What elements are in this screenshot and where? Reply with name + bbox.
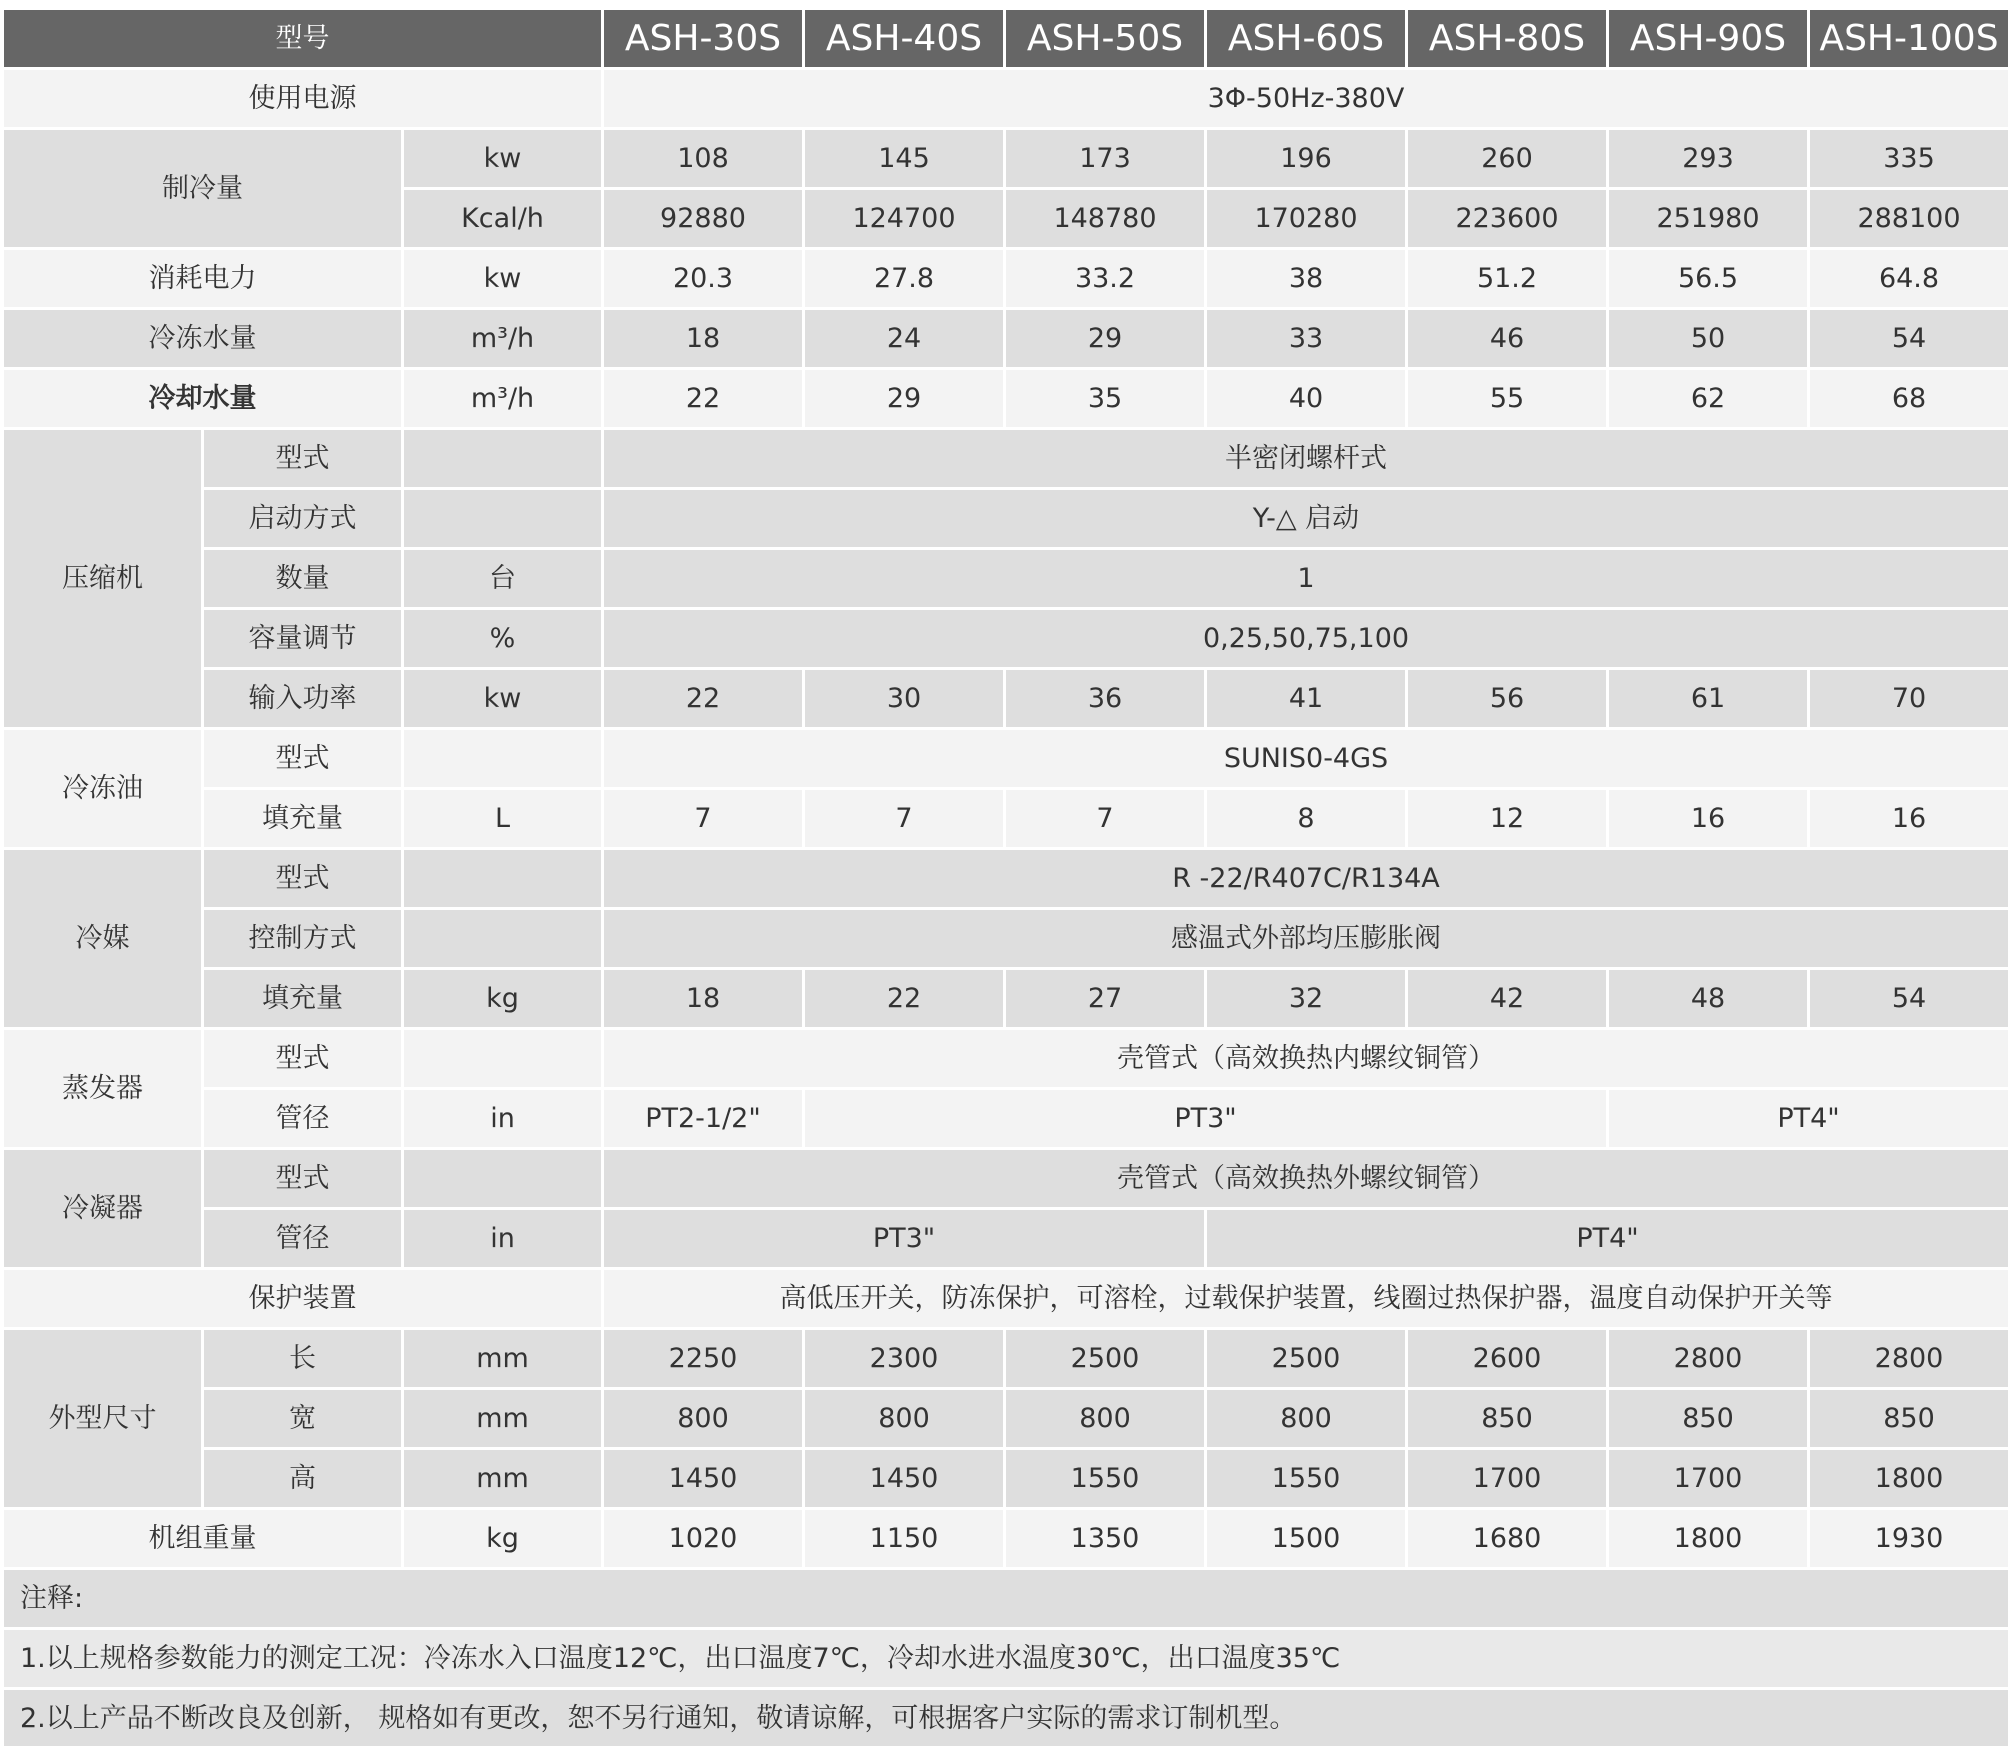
unit-cell: mm (404, 1390, 601, 1447)
value-cell: PT2-1/2" (604, 1090, 802, 1147)
value-cell: 2800 (1810, 1330, 2008, 1387)
spec-table (4, 10, 2013, 1734)
row-label: 型式 (204, 730, 401, 787)
value-cell: 2600 (1408, 1330, 1606, 1387)
value-cell: 800 (805, 1390, 1003, 1447)
value-cell: 20.3 (604, 250, 802, 307)
value-cell: 29 (805, 370, 1003, 427)
value-cell: 1800 (1810, 1450, 2008, 1507)
value-cell: 27.8 (805, 250, 1003, 307)
value-cell: 56 (1408, 670, 1606, 727)
value-cell: 41 (1207, 670, 1405, 727)
compressor-capacity-value: 0,25,50,75,100 (604, 610, 2008, 667)
value-cell: 22 (805, 970, 1003, 1027)
value-cell: 260 (1408, 130, 1606, 187)
unit-cell (404, 430, 601, 487)
unit-cell: % (404, 610, 601, 667)
refrigerant-type-value: R -22/R407C/R134A (604, 850, 2008, 907)
value-cell: 7 (1006, 790, 1204, 847)
value-cell: 22 (604, 670, 802, 727)
unit-cell: L (404, 790, 601, 847)
value-cell: 170280 (1207, 190, 1405, 247)
protection-value: 高低压开关，防冻保护，可溶栓，过载保护装置，线圈过热保护器，温度自动保护开关等 (604, 1270, 2008, 1327)
unit-cell: kw (404, 250, 601, 307)
unit-cell: mm (404, 1330, 601, 1387)
value-cell: 61 (1609, 670, 1807, 727)
oil-type-value: SUNIS0-4GS (604, 730, 2008, 787)
row-label: 数量 (204, 550, 401, 607)
row-label: 输入功率 (204, 670, 401, 727)
value-cell: 1350 (1006, 1510, 1204, 1567)
value-cell: 7 (604, 790, 802, 847)
value-cell: 196 (1207, 130, 1405, 187)
protection-label: 保护装置 (4, 1270, 601, 1327)
value-cell: 850 (1810, 1390, 2008, 1447)
value-cell: 1800 (1609, 1510, 1807, 1567)
value-cell: 32 (1207, 970, 1405, 1027)
row-label: 宽 (204, 1390, 401, 1447)
value-cell: 54 (1810, 310, 2008, 367)
row-label: 填充量 (204, 790, 401, 847)
unit-cell: in (404, 1210, 601, 1267)
evaporator-label: 蒸发器 (4, 1030, 201, 1147)
value-cell: 288100 (1810, 190, 2008, 247)
value-cell: 800 (604, 1390, 802, 1447)
power-supply-label: 使用电源 (4, 70, 601, 127)
value-cell: 70 (1810, 670, 2008, 727)
value-cell: 1550 (1006, 1450, 1204, 1507)
condenser-label: 冷凝器 (4, 1150, 201, 1267)
value-cell: 108 (604, 130, 802, 187)
value-cell: 62 (1609, 370, 1807, 427)
notes-title: 注释: (4, 1570, 2008, 1627)
value-cell: 800 (1207, 1390, 1405, 1447)
row-label: 填充量 (204, 970, 401, 1027)
model-header: ASH-100S (1810, 10, 2008, 67)
value-cell: 46 (1408, 310, 1606, 367)
value-cell: 54 (1810, 970, 2008, 1027)
model-header: ASH-60S (1207, 10, 1405, 67)
value-cell: 68 (1810, 370, 2008, 427)
row-label: 容量调节 (204, 610, 401, 667)
value-cell: 1550 (1207, 1450, 1405, 1507)
value-cell: 173 (1006, 130, 1204, 187)
value-cell: 30 (805, 670, 1003, 727)
unit-cell (404, 1150, 601, 1207)
value-cell: 18 (604, 310, 802, 367)
model-header: ASH-40S (805, 10, 1003, 67)
value-cell: 36 (1006, 670, 1204, 727)
value-cell: 2500 (1006, 1330, 1204, 1387)
row-label: 高 (204, 1450, 401, 1507)
value-cell: 1450 (604, 1450, 802, 1507)
compressor-start-value: Y-△ 启动 (604, 490, 2008, 547)
row-label: 启动方式 (204, 490, 401, 547)
value-cell: 850 (1609, 1390, 1807, 1447)
cooling-water-label: 冷却水量 (4, 370, 401, 427)
value-cell: 12 (1408, 790, 1606, 847)
unit-cell (404, 850, 601, 907)
value-cell: 18 (604, 970, 802, 1027)
unit-cell: kw (404, 130, 601, 187)
model-header: ASH-90S (1609, 10, 1807, 67)
value-cell: 1700 (1609, 1450, 1807, 1507)
value-cell: 148780 (1006, 190, 1204, 247)
unit-cell: m³/h (404, 370, 601, 427)
note-line: 2.以上产品不断改良及创新， 规格如有更改，恕不另行通知，敬请谅解，可根据客户实际的需求订制机型。 (4, 1690, 2008, 1746)
value-cell: 56.5 (1609, 250, 1807, 307)
model-header: ASH-30S (604, 10, 802, 67)
value-cell: 35 (1006, 370, 1204, 427)
value-cell: 42 (1408, 970, 1606, 1027)
power-supply-value: 3Φ-50Hz-380V (604, 70, 2008, 127)
value-cell: 145 (805, 130, 1003, 187)
row-label: 型式 (204, 1030, 401, 1087)
cooling-capacity-label: 制冷量 (4, 130, 401, 247)
row-label: 型式 (204, 1150, 401, 1207)
value-cell: 800 (1006, 1390, 1204, 1447)
compressor-type-value: 半密闭螺杆式 (604, 430, 2008, 487)
power-consumption-label: 消耗电力 (4, 250, 401, 307)
unit-cell (404, 730, 601, 787)
value-cell: PT3" (604, 1210, 1204, 1267)
value-cell: 48 (1609, 970, 1807, 1027)
value-cell: PT4" (1207, 1210, 2008, 1267)
value-cell: 1450 (805, 1450, 1003, 1507)
row-label: 长 (204, 1330, 401, 1387)
oil-label: 冷冻油 (4, 730, 201, 847)
value-cell: 29 (1006, 310, 1204, 367)
model-header: ASH-80S (1408, 10, 1606, 67)
row-label: 型式 (204, 850, 401, 907)
value-cell: 7 (805, 790, 1003, 847)
value-cell: 33 (1207, 310, 1405, 367)
compressor-label: 压缩机 (4, 430, 201, 727)
evaporator-type-value: 壳管式（高效换热内螺纹铜管） (604, 1030, 2008, 1087)
value-cell: 38 (1207, 250, 1405, 307)
value-cell: 27 (1006, 970, 1204, 1027)
value-cell: 251980 (1609, 190, 1807, 247)
value-cell: 55 (1408, 370, 1606, 427)
value-cell: 223600 (1408, 190, 1606, 247)
value-cell: PT3" (805, 1090, 1606, 1147)
value-cell: 24 (805, 310, 1003, 367)
value-cell: 2500 (1207, 1330, 1405, 1387)
chilled-water-label: 冷冻水量 (4, 310, 401, 367)
value-cell: 850 (1408, 1390, 1606, 1447)
unit-cell (404, 910, 601, 967)
value-cell: 2250 (604, 1330, 802, 1387)
row-label: 控制方式 (204, 910, 401, 967)
unit-cell: mm (404, 1450, 601, 1507)
note-line: 1.以上规格参数能力的测定工况：冷冻水入口温度12℃，出口温度7℃，冷却水进水温度30℃，出口温度35℃ (4, 1630, 2008, 1687)
value-cell: 335 (1810, 130, 2008, 187)
value-cell: 1020 (604, 1510, 802, 1567)
unit-cell: Kcal/h (404, 190, 601, 247)
row-label: 型式 (204, 430, 401, 487)
model-header-label: 型号 (4, 10, 601, 67)
value-cell: 92880 (604, 190, 802, 247)
unit-cell: kw (404, 670, 601, 727)
value-cell: 1680 (1408, 1510, 1606, 1567)
value-cell: 124700 (805, 190, 1003, 247)
value-cell: 16 (1810, 790, 2008, 847)
value-cell: 33.2 (1006, 250, 1204, 307)
unit-cell (404, 490, 601, 547)
value-cell: 1500 (1207, 1510, 1405, 1567)
unit-cell (404, 1030, 601, 1087)
condenser-type-value: 壳管式（高效换热外螺纹铜管） (604, 1150, 2008, 1207)
value-cell: 64.8 (1810, 250, 2008, 307)
value-cell: 40 (1207, 370, 1405, 427)
row-label: 管径 (204, 1210, 401, 1267)
value-cell: 1150 (805, 1510, 1003, 1567)
value-cell: 2300 (805, 1330, 1003, 1387)
value-cell: 293 (1609, 130, 1807, 187)
value-cell: 16 (1609, 790, 1807, 847)
value-cell: 50 (1609, 310, 1807, 367)
unit-cell: kg (404, 1510, 601, 1567)
value-cell: 1700 (1408, 1450, 1606, 1507)
model-header: ASH-50S (1006, 10, 1204, 67)
value-cell: 51.2 (1408, 250, 1606, 307)
compressor-qty-value: 1 (604, 550, 2008, 607)
row-label: 管径 (204, 1090, 401, 1147)
value-cell: 1930 (1810, 1510, 2008, 1567)
weight-label: 机组重量 (4, 1510, 401, 1567)
value-cell: 22 (604, 370, 802, 427)
value-cell: 8 (1207, 790, 1405, 847)
dimensions-label: 外型尺寸 (4, 1330, 201, 1507)
value-cell: PT4" (1609, 1090, 2008, 1147)
refrigerant-label: 冷媒 (4, 850, 201, 1027)
refrigerant-control-value: 感温式外部均压膨胀阀 (604, 910, 2008, 967)
value-cell: 2800 (1609, 1330, 1807, 1387)
unit-cell: in (404, 1090, 601, 1147)
unit-cell: m³/h (404, 310, 601, 367)
unit-cell: 台 (404, 550, 601, 607)
unit-cell: kg (404, 970, 601, 1027)
